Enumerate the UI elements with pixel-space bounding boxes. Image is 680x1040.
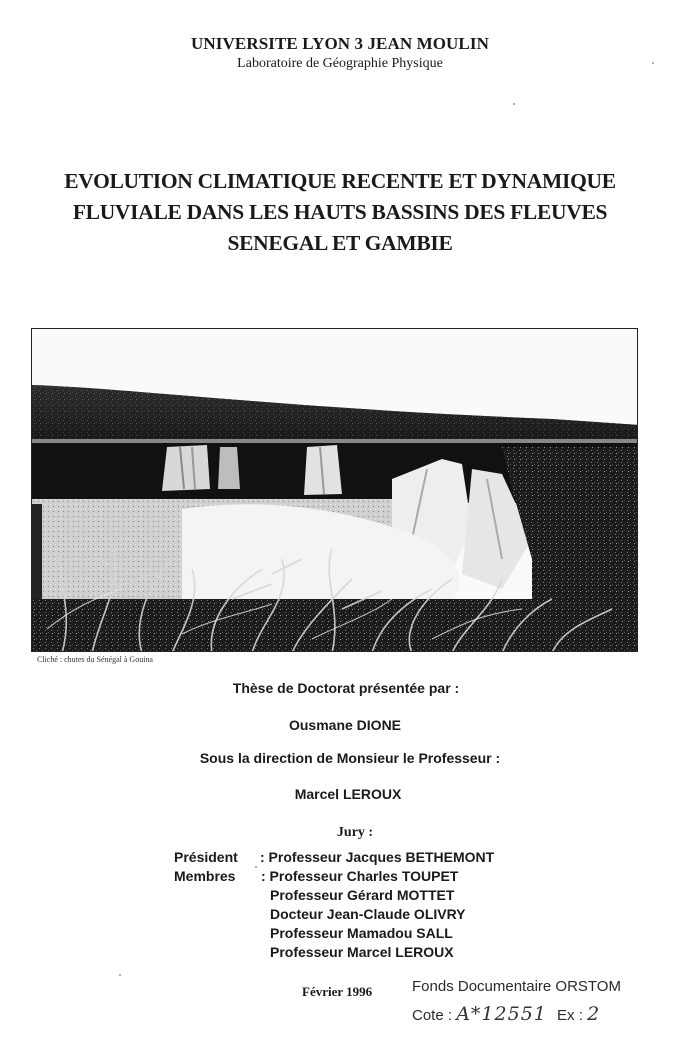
jury-label: Jury : <box>336 825 374 840</box>
jury-member-1: : Professeur Charles TOUPET <box>261 868 459 884</box>
archive-stamp-title: Fonds Documentaire ORSTOM <box>412 978 621 995</box>
jury-member-5: Professeur Marcel LEROUX <box>270 944 454 960</box>
archive-stamp-cote <box>412 1003 600 1025</box>
scan-speck <box>652 62 654 64</box>
title-line-3: SENEGAL ET GAMBIE <box>227 231 453 255</box>
scan-speck <box>513 103 515 105</box>
thesis-date: Février 1996 <box>302 984 373 999</box>
thesis-presented-by-label: Thèse de Doctorat présentée par : <box>232 680 460 696</box>
photo-caption: Cliché : chutes du Sénégal à Gouina <box>37 655 153 664</box>
waterfall-photo <box>31 328 638 652</box>
jury-president: : Professeur Jacques BETHEMONT <box>260 849 495 865</box>
director-name: Marcel LEROUX <box>294 786 402 802</box>
cote-label: Cote : <box>412 1007 453 1024</box>
direction-label: Sous la direction de Monsieur le Professeur : <box>199 750 501 766</box>
jury-role-members: Membres <box>174 868 236 884</box>
laboratory-name: Laboratoire de Géographie Physique <box>237 56 443 71</box>
jury-member-4: Professeur Mamadou SALL <box>270 925 453 941</box>
jury-member-2: Professeur Gérard MOTTET <box>270 887 455 903</box>
ex-label: Ex : <box>557 1007 583 1024</box>
thesis-title <box>0 166 680 259</box>
ex-value: 2 <box>587 1003 601 1025</box>
university-name: UNIVERSITE LYON 3 JEAN MOULIN <box>191 34 489 53</box>
title-line-1: EVOLUTION CLIMATIQUE RECENTE ET DYNAMIQUE <box>64 169 616 193</box>
jury-role-president: Président <box>174 849 238 865</box>
author-name: Ousmane DIONE <box>288 717 402 733</box>
scan-speck <box>255 866 257 868</box>
scan-speck <box>119 974 121 976</box>
cote-value: A*12551 <box>456 1003 547 1025</box>
jury-member-3: Docteur Jean-Claude OLIVRY <box>270 906 466 922</box>
title-line-2: FLUVIALE DANS LES HAUTS BASSINS DES FLEUVES <box>72 200 608 224</box>
